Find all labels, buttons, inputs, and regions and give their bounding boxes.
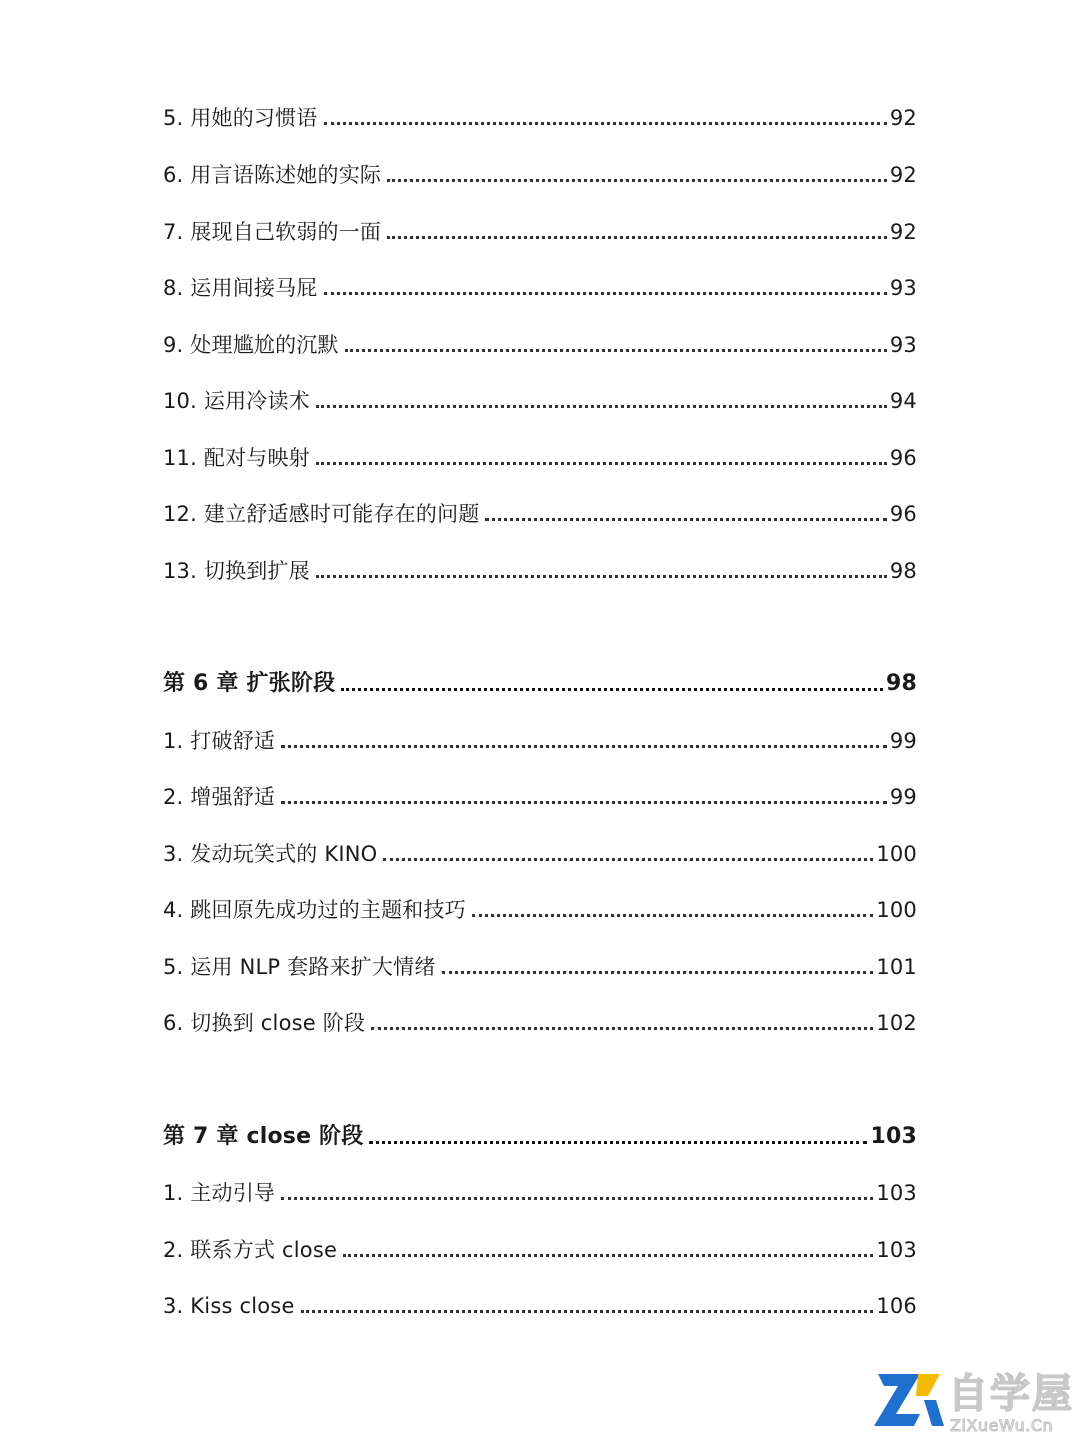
- toc-entry[interactable]: [163, 268, 917, 302]
- toc-entry-title: 8. 运用间接马屁: [163, 276, 318, 300]
- dot-leader: [472, 914, 873, 917]
- dot-leader: [281, 745, 887, 748]
- dot-leader: [442, 971, 874, 974]
- toc-entry-title: 2. 增强舒适: [163, 785, 276, 809]
- toc-entry-page: 92: [889, 106, 917, 130]
- toc-entry[interactable]: [163, 1286, 917, 1320]
- toc-entry-page: 99: [889, 729, 917, 753]
- toc-entry-title: 4. 跳回原先成功过的主题和技巧: [163, 898, 466, 922]
- dot-leader: [281, 801, 887, 804]
- toc-entry[interactable]: [163, 777, 917, 811]
- dot-leader: [485, 518, 886, 521]
- toc-entry[interactable]: [163, 721, 917, 755]
- toc-entry[interactable]: [163, 212, 917, 246]
- toc-entry-page: 96: [889, 502, 917, 526]
- chapter-page: 98: [885, 671, 917, 696]
- toc-entry-title: 2. 联系方式 close: [163, 1238, 338, 1262]
- toc-entry[interactable]: [163, 381, 917, 415]
- toc-entry-page: 92: [889, 163, 917, 187]
- toc-entry-page: 103: [876, 1181, 917, 1205]
- dot-leader: [343, 1254, 873, 1257]
- toc-entry-page: 102: [876, 1011, 917, 1035]
- dot-leader: [301, 1310, 874, 1313]
- dot-leader: [316, 575, 887, 578]
- watermark-logo: [874, 1360, 1080, 1439]
- dot-leader: [345, 349, 887, 352]
- toc-entry[interactable]: [163, 834, 917, 868]
- toc-entry-title: 7. 展现自己软弱的一面: [163, 220, 382, 244]
- dot-leader: [281, 1197, 873, 1200]
- toc-entry-title: 5. 运用 NLP 套路来扩大情绪: [163, 955, 436, 979]
- watermark-brand: 自学屋: [948, 1371, 1074, 1417]
- toc-entry-title: 12. 建立舒适感时可能存在的问题: [163, 502, 480, 526]
- zx-logo-icon: [874, 1368, 944, 1430]
- toc-entry-title: 1. 打破舒适: [163, 729, 276, 753]
- toc-entry[interactable]: [163, 947, 917, 981]
- dot-leader: [316, 405, 887, 408]
- toc-entry[interactable]: [163, 551, 917, 585]
- chapter-title: 第 6 章 扩张阶段: [163, 671, 336, 696]
- toc-entry-page: 103: [876, 1238, 917, 1262]
- chapter-title: 第 7 章 close 阶段: [163, 1124, 364, 1149]
- toc-entry-title: 3. Kiss close: [163, 1294, 295, 1318]
- toc-entry-title: 9. 处理尴尬的沉默: [163, 333, 339, 357]
- toc-entry[interactable]: [163, 438, 917, 472]
- watermark-site: ZiXueWu.Cn: [950, 1416, 1054, 1435]
- toc-entry-page: 100: [876, 898, 917, 922]
- dot-leader: [369, 1141, 867, 1144]
- toc-entry-page: 96: [889, 446, 917, 470]
- toc-entry-page: 94: [889, 389, 917, 413]
- dot-leader: [387, 179, 887, 182]
- toc-entry[interactable]: [163, 325, 917, 359]
- toc-entry-page: 92: [889, 220, 917, 244]
- toc-entry-title: 13. 切换到扩展: [163, 559, 310, 583]
- dot-leader: [324, 122, 887, 125]
- toc-entry-page: 99: [889, 785, 917, 809]
- toc-entry[interactable]: [163, 890, 917, 924]
- toc-entry-page: 98: [889, 559, 917, 583]
- toc-entry-page: 100: [876, 842, 917, 866]
- dot-leader: [383, 858, 873, 861]
- toc-chapter-6[interactable]: [163, 664, 917, 698]
- toc-entry[interactable]: [163, 494, 917, 528]
- chapter-page: 103: [870, 1124, 917, 1149]
- toc-entry-page: 106: [876, 1294, 917, 1318]
- toc-entry-page: 93: [889, 276, 917, 300]
- dot-leader: [324, 292, 887, 295]
- toc-entry-title: 3. 发动玩笑式的 KINO: [163, 842, 378, 866]
- toc-entry[interactable]: [163, 1230, 917, 1264]
- toc-chapter-7[interactable]: [163, 1117, 917, 1151]
- toc-entry[interactable]: [163, 155, 917, 189]
- toc-entry[interactable]: [163, 1173, 917, 1207]
- toc-entry-page: 101: [876, 955, 917, 979]
- toc-entry-title: 10. 运用冷读术: [163, 389, 310, 413]
- toc-entry-title: 5. 用她的习惯语: [163, 106, 318, 130]
- toc-entry-title: 11. 配对与映射: [163, 446, 310, 470]
- dot-leader: [371, 1027, 873, 1030]
- dot-leader: [341, 688, 883, 691]
- dot-leader: [387, 236, 887, 239]
- toc-entry-title: 1. 主动引导: [163, 1181, 276, 1205]
- toc-entry-title: 6. 用言语陈述她的实际: [163, 163, 382, 187]
- dot-leader: [316, 462, 887, 465]
- toc-entry-page: 93: [889, 333, 917, 357]
- toc-entry-title: 6. 切换到 close 阶段: [163, 1011, 366, 1035]
- toc-entry[interactable]: [163, 98, 917, 132]
- toc-entry[interactable]: [163, 1003, 917, 1037]
